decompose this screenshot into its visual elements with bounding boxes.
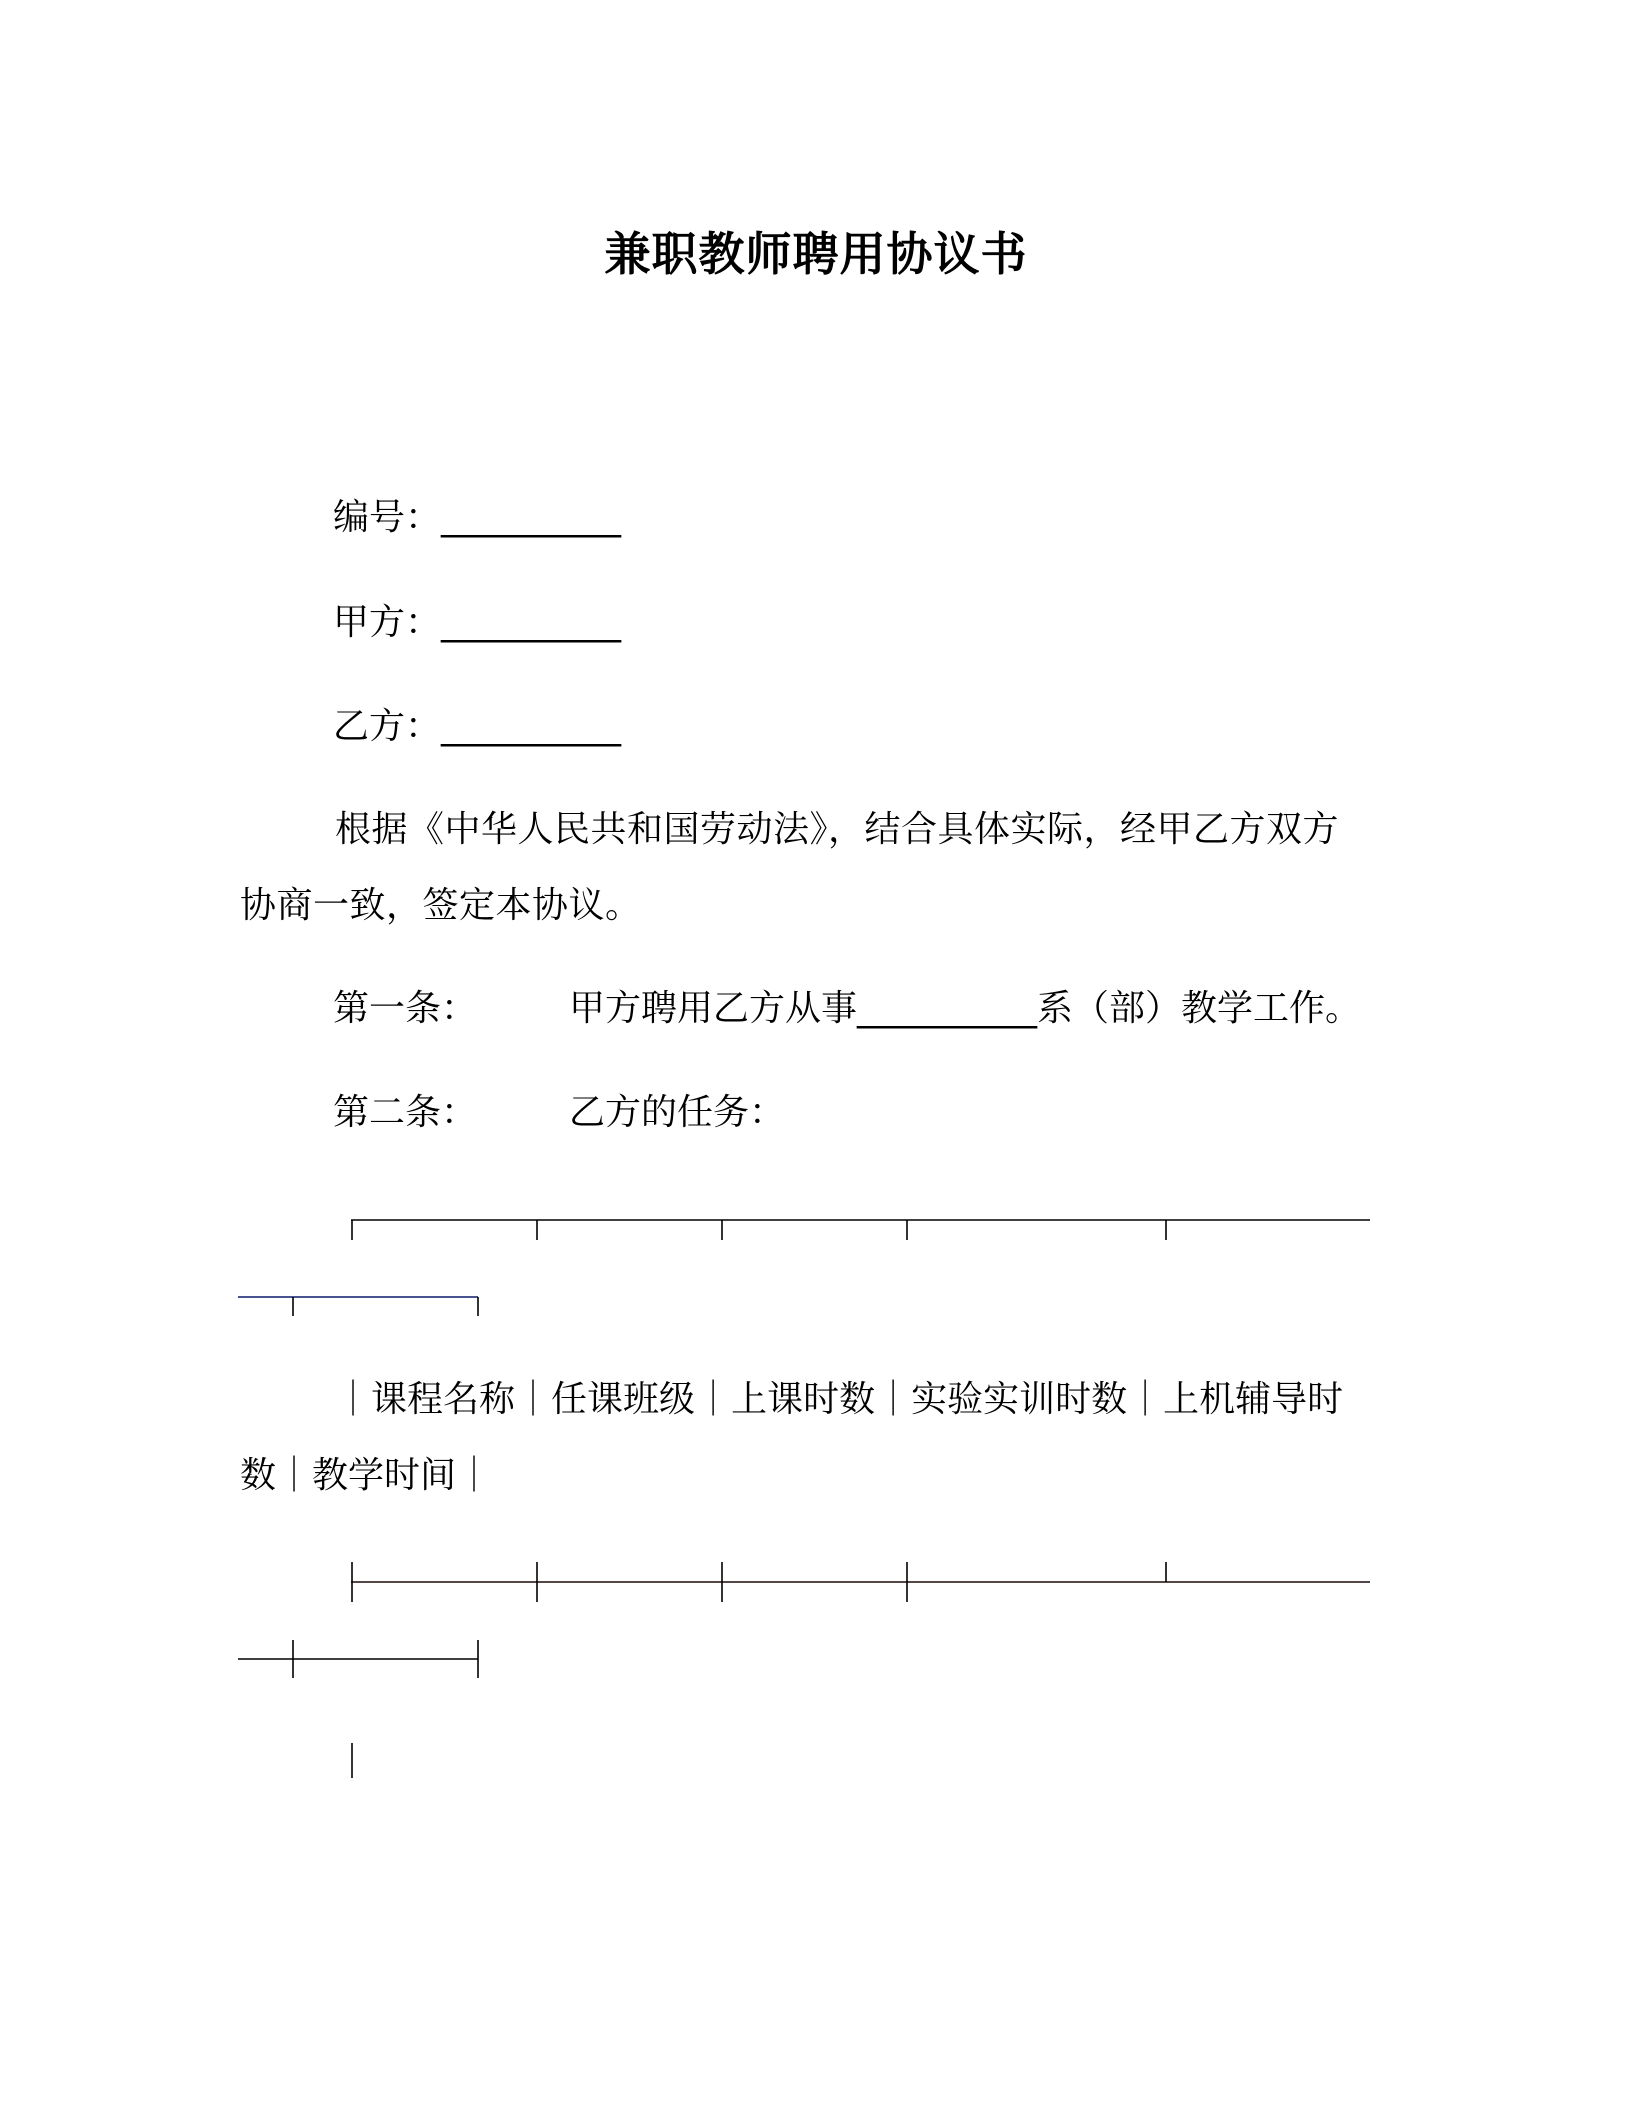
table-separator: ｜: [335, 1379, 372, 1420]
table-header-lab-hours: 实验实训时数: [911, 1379, 1128, 1420]
field-number-blank: __________: [441, 497, 622, 538]
table-separator: ｜: [515, 1379, 552, 1420]
table-separator: ｜: [695, 1379, 732, 1420]
field-party-b-blank: __________: [441, 706, 622, 747]
field-party-a-blank: __________: [441, 602, 622, 643]
table-header-computer-hours: 上机辅导时数: [240, 1379, 1344, 1496]
article-1-label: 第一条：: [333, 988, 478, 1029]
field-party-a-label: 甲方：: [333, 602, 442, 643]
table-separator: ｜: [1127, 1379, 1164, 1420]
table-header-class-hours: 上课时数: [731, 1379, 876, 1420]
document-title: 兼职教师聘用协议书: [604, 227, 1028, 281]
intro-paragraph: 根据《中华人民共和国劳动法》，结合具体实际，经甲乙方双方协商一致，签定本协议。: [240, 809, 1340, 926]
table-separator: ｜: [276, 1455, 313, 1496]
table-separator: ｜: [875, 1379, 912, 1420]
table-header-course-name: 课程名称: [371, 1379, 516, 1420]
field-party-b-label: 乙方：: [333, 706, 442, 747]
table-separator: ｜: [456, 1455, 493, 1496]
field-number-label: 编号：: [333, 497, 442, 538]
article-1-blank: __________: [857, 988, 1038, 1029]
table-header-class: 任课班级: [551, 1379, 696, 1420]
article-2-text: 乙方的任务：: [569, 1092, 786, 1133]
article-1-text-after: 系（部）教学工作。: [1037, 988, 1362, 1029]
article-2-label: 第二条：: [333, 1092, 478, 1133]
article-1-text-before: 甲方聘用乙方从事: [569, 988, 858, 1029]
table-header-teaching-time: 教学时间: [312, 1455, 457, 1496]
